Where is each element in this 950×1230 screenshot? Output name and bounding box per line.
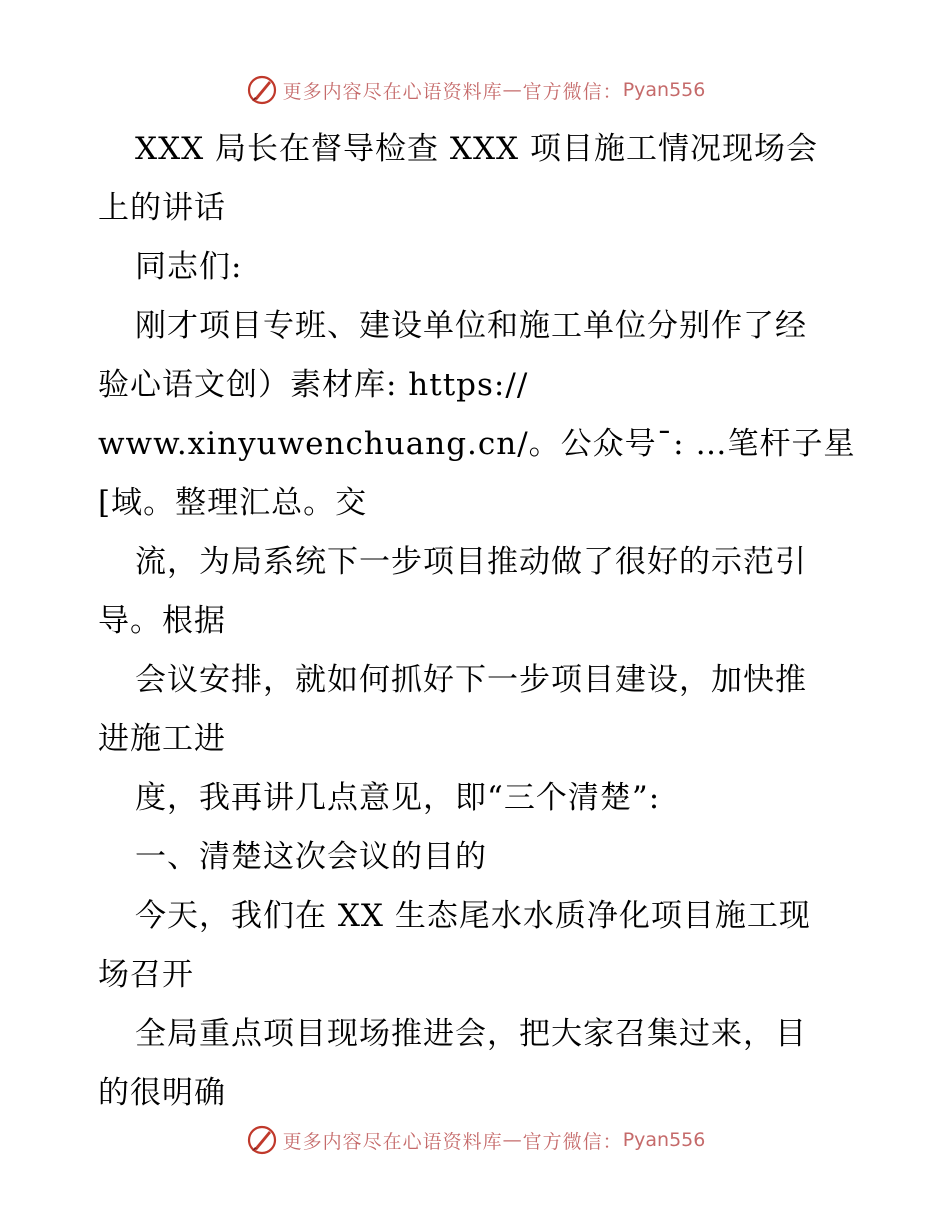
banner-text: 更多内容尽在心语资料库: [282, 1130, 503, 1153]
paragraph-line: 验心语文创）素材库: https://: [98, 367, 529, 403]
paragraph-line: 今天，我们在 XX 生态尾水水质净化项目施工现: [135, 898, 811, 934]
paragraph-line: 刚才项目专班、建设单位和施工单位分别作了经: [135, 308, 807, 344]
paragraph-line: 全局重点项目现场推进会，把大家召集过来，目: [135, 1016, 807, 1052]
paragraph-line: www.xinyuwenchuang.cn/。公众号¯: …笔杆子星: [98, 426, 856, 462]
section-heading: 一、清楚这次会议的目的: [135, 839, 487, 875]
title-line-2: 上的讲话: [98, 190, 226, 226]
banner-handle: Pyan556: [622, 1129, 706, 1151]
salutation: 同志们:: [135, 249, 243, 285]
paragraph-line: 导。根据: [98, 603, 226, 639]
paragraph-line: 会议安排，就如何抓好下一步项目建设，加快推: [135, 662, 807, 698]
banner-separator: —: [502, 79, 523, 101]
banner-contact-label: 官方微信：: [522, 1130, 623, 1153]
paragraph-line: 进施工进: [98, 721, 226, 757]
document-body: [98, 120, 868, 1123]
paragraph-line: [域。整理汇总。交: [98, 485, 368, 521]
quill-pen-logo-icon: [245, 1123, 279, 1157]
banner-separator: —: [502, 1129, 523, 1151]
paragraph-line: 流，为局系统下一步项目推动做了很好的示范引: [135, 544, 807, 580]
title-line-1: XXX 局长在督导检查 XXX 项目施工情况现场会: [135, 131, 818, 167]
paragraph-line: 的很明确: [98, 1075, 226, 1111]
banner-contact-label: 官方微信：: [522, 80, 623, 103]
banner-handle: Pyan556: [622, 79, 706, 101]
header-banner: [0, 70, 950, 110]
paragraph-line: 场召开: [98, 957, 194, 993]
footer-banner: [0, 1120, 950, 1160]
paragraph-line: 度，我再讲几点意见，即“三个清楚”:: [135, 780, 661, 816]
banner-text: 更多内容尽在心语资料库: [282, 80, 503, 103]
quill-pen-logo-icon: [245, 73, 279, 107]
